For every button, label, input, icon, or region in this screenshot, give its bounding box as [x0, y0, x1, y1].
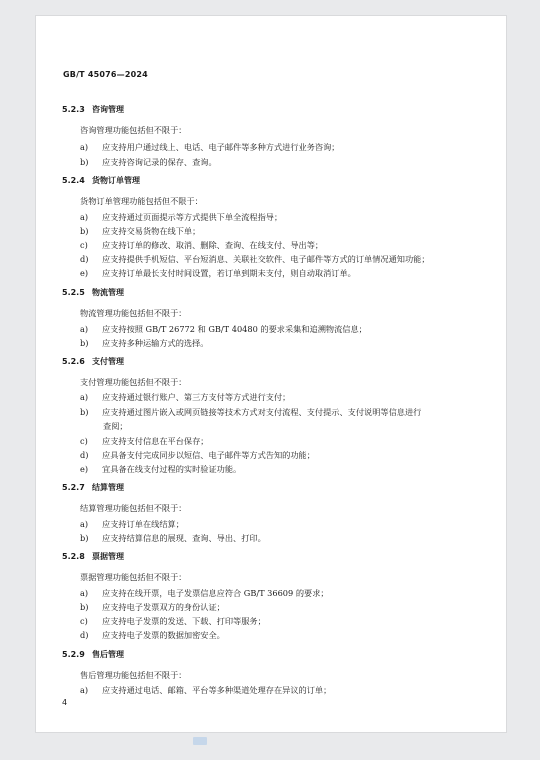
list-item-continuation: 查阅；	[103, 421, 128, 431]
list-item-text: 应支持支付信息在平台保存；	[102, 436, 209, 446]
list-item-text: 应支持用户通过线上、电话、电子邮件等多种方式进行业务咨询；	[102, 142, 340, 152]
section-intro: 货物订单管理功能包括但不限于：	[80, 196, 203, 206]
list-item-letter: d)	[80, 630, 89, 640]
list-item	[80, 629, 225, 641]
list-item-text: 应支持通过电话、邮箱、平台等多种渠道处理存在异议的订单；	[102, 685, 332, 695]
list-item	[80, 518, 184, 530]
list-item-letter: d)	[80, 450, 89, 460]
section-heading	[62, 104, 124, 116]
list-item-text: 应支持交易货物在线下单；	[102, 226, 201, 236]
section-title: 咨询管理	[92, 105, 124, 114]
page-number: 4	[62, 698, 68, 707]
list-item-letter: a)	[80, 324, 89, 334]
list-item	[80, 532, 266, 544]
list-item-text: 应支持通过图片嵌入或网页链接等技术方式对支付流程、支付提示、支付说明等信息进行	[102, 407, 422, 417]
list-item-text: 宜具备在线支付过程的实时验证功能。	[102, 464, 242, 474]
list-item-letter: b)	[80, 338, 89, 348]
list-item-letter: c)	[80, 616, 88, 626]
section-heading	[62, 287, 124, 299]
list-item-text: 应支持电子发票双方的身份认证；	[102, 602, 225, 612]
section-number: 5.2.9	[62, 650, 85, 659]
list-item	[80, 141, 339, 153]
list-item-text: 应支持提供手机短信、平台短消息、关联社交软件、电子邮件等方式的订单情况通知功能；	[102, 254, 430, 264]
list-item	[80, 156, 217, 168]
list-item-letter: e)	[80, 268, 89, 278]
list-item-text: 应支持订单在线结算；	[102, 519, 184, 529]
list-item-letter: a)	[80, 142, 89, 152]
list-item-letter: b)	[80, 602, 89, 612]
list-item	[80, 337, 208, 349]
list-item-letter: b)	[80, 533, 89, 543]
section-intro: 支付管理功能包括但不限于：	[80, 377, 187, 387]
list-item-text: 应支持电子发票的发送、下载、打印等服务；	[102, 616, 266, 626]
list-item	[80, 615, 266, 627]
list-item-text: 应支持电子发票的数据加密安全。	[102, 630, 225, 640]
section-number: 5.2.6	[62, 357, 85, 366]
section-title: 售后管理	[92, 650, 124, 659]
list-item-letter: a)	[80, 519, 89, 529]
section-heading	[62, 482, 124, 494]
list-item-letter: b)	[80, 407, 89, 417]
page-scroll-indicator[interactable]	[193, 737, 207, 745]
list-item	[80, 449, 315, 461]
list-item-text: 应支持通过页面提示等方式提供下单全流程指导；	[102, 212, 283, 222]
list-item-letter: a)	[80, 588, 89, 598]
section-number: 5.2.7	[62, 483, 85, 492]
list-item-letter: c)	[80, 240, 88, 250]
section-number: 5.2.3	[62, 105, 85, 114]
section-heading	[62, 649, 124, 661]
list-item-text: 应支持咨询记录的保存、查询。	[102, 157, 217, 167]
list-item-letter: d)	[80, 254, 89, 264]
list-item	[80, 463, 241, 475]
list-item-letter: a)	[80, 392, 89, 402]
list-item	[80, 239, 323, 251]
section-title: 票据管理	[92, 552, 124, 561]
section-intro: 物流管理功能包括但不限于：	[80, 308, 187, 318]
standard-code: GB/T 45076—2024	[63, 70, 148, 79]
list-item	[80, 253, 430, 265]
list-item	[80, 406, 421, 418]
list-item-letter: e)	[80, 464, 89, 474]
section-title: 支付管理	[92, 357, 124, 366]
list-item	[80, 587, 329, 599]
section-intro: 票据管理功能包括但不限于：	[80, 572, 187, 582]
list-item	[80, 225, 200, 237]
list-item	[80, 601, 225, 613]
list-item-text: 应支持按照 GB/T 26772 和 GB/T 40480 的要求采集和追溯物流信息；	[102, 324, 367, 334]
section-number: 5.2.4	[62, 176, 85, 185]
section-heading	[62, 551, 124, 563]
section-title: 结算管理	[92, 483, 124, 492]
list-item-letter: a)	[80, 685, 89, 695]
list-item-text: 应支持订单最长支付时间设置，若订单到期未支付，则自动取消订单。	[102, 268, 356, 278]
list-item	[80, 323, 367, 335]
section-title: 物流管理	[92, 288, 124, 297]
list-item-letter: c)	[80, 436, 88, 446]
list-item	[80, 435, 208, 447]
section-intro: 售后管理功能包括但不限于：	[80, 670, 187, 680]
list-item-letter: b)	[80, 226, 89, 236]
list-item-text: 应具备支付完成同步以短信、电子邮件等方式告知的功能；	[102, 450, 315, 460]
list-item-letter: a)	[80, 212, 89, 222]
list-item	[80, 684, 331, 696]
list-item	[80, 267, 356, 279]
list-item	[80, 391, 290, 403]
section-heading	[62, 356, 124, 368]
list-item-text: 应支持在线开票，电子发票信息应符合 GB/T 36609 的要求；	[102, 588, 329, 598]
section-intro: 咨询管理功能包括但不限于：	[80, 125, 187, 135]
section-heading	[62, 175, 140, 187]
section-title: 货物订单管理	[92, 176, 140, 185]
list-item	[80, 211, 282, 223]
list-item-text: 应支持结算信息的展现、查询、导出、打印。	[102, 533, 266, 543]
list-item-text: 应支持通过银行账户、第三方支付等方式进行支付；	[102, 392, 291, 402]
section-number: 5.2.8	[62, 552, 85, 561]
section-intro: 结算管理功能包括但不限于：	[80, 503, 187, 513]
list-item-text: 应支持多种运输方式的选择。	[102, 338, 209, 348]
list-item-letter: b)	[80, 157, 89, 167]
list-item-text: 应支持订单的修改、取消、删除、查询、在线支付、导出等；	[102, 240, 324, 250]
section-number: 5.2.5	[62, 288, 85, 297]
